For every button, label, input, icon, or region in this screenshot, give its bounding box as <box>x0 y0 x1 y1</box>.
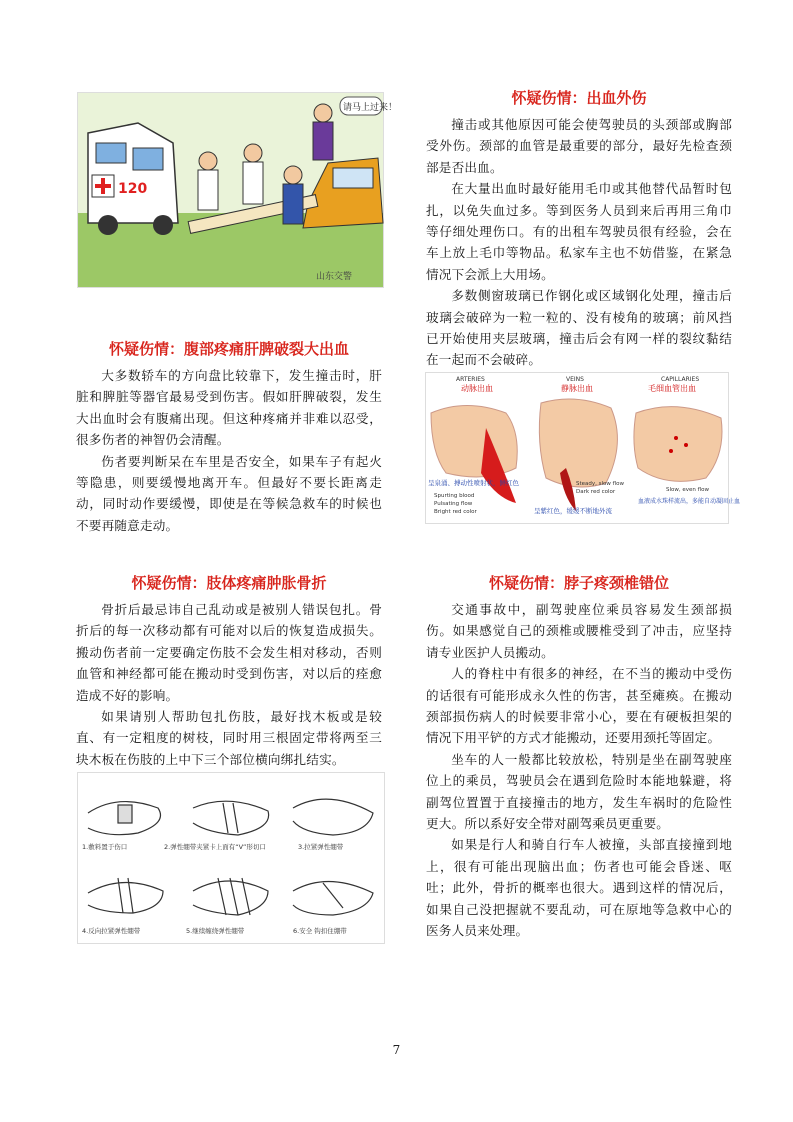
step-caption: 3.拉紧弹性绷带 <box>298 843 344 851</box>
paragraph: 交通事故中，副驾驶座位乘员容易发生颈部损伤。如果感觉自己的颈椎或腰椎受到了冲击，应坚持请专业医护人员搬动。 <box>426 602 732 660</box>
paragraph: 人的脊柱中有很多的神经，在不当的搬动中受伤的话很有可能形成永久性的伤害，甚至瘫痪。在搬动颈部损伤病人的时候要非常小心，要在有硬板担架的情况下用平铲的方式才能搬动，还要用颈托等固定。 <box>426 666 732 746</box>
section-title: 怀疑伤情：腹部疼痛肝脾破裂大出血 <box>108 340 349 358</box>
capillaries-desc: 血液成水珠样流出，多能自动凝固止血 <box>638 498 741 505</box>
watermark-text: 山东交警 <box>316 272 353 282</box>
section-neck <box>426 573 732 942</box>
paragraph: 大多数轿车的方向盘比较靠下，发生撞击时，肝脏和脾脏等器官最易受到伤害。假如肝脾破裂，发生大出血时会有腹痛出现。但这种疼痛并非难以忍受，很多伤者的神智仍会清醒。 <box>76 368 382 448</box>
step-caption: 6.安全 钩扣住绷带 <box>293 927 347 935</box>
step-caption: 4.反向拉紧弹性绷带 <box>82 927 141 935</box>
arteries-desc: 呈泉涌、搏动性喷射状，鲜红色 <box>428 479 519 487</box>
arteries-bullet: Spurting blood <box>434 493 475 499</box>
ambulance-illustration <box>77 92 398 288</box>
ambulance-scene-icon <box>78 93 398 287</box>
section-title: 怀疑伤情：肢体疼痛肿胀骨折 <box>131 574 327 592</box>
arteries-cn: 动脉出血 <box>461 384 493 393</box>
section-title: 怀疑伤情：出血外伤 <box>511 89 647 107</box>
arteries-bullet: Pulsating flow <box>434 501 473 507</box>
bandage-steps-icon <box>78 773 384 943</box>
capillaries-bullet: Slow, even flow <box>666 487 709 493</box>
veins-cn: 静脉出血 <box>561 384 593 393</box>
capillaries-label: CAPILLARIES <box>661 376 700 383</box>
paragraph: 伤者要判断呆在车里是否安全，如果车子有起火等隐患，则要缓慢地离开车。但最好不要长距离走动，同时动作要缓慢，即使是在等候急救车的时候也不要再随意走动。 <box>76 453 382 533</box>
plate-text: 120 <box>118 181 148 197</box>
paragraph: 如果请别人帮助包扎伤肢，最好找木板或是较直、有一定粗度的树枝，同时用三根固定带将两至三块木板在伤肢的上中下三个部位横向绑扎结实。 <box>76 709 382 767</box>
section-bleeding <box>426 88 732 371</box>
section-abdomen <box>76 339 382 536</box>
paragraph: 多数侧窗玻璃已作钢化或区域钢化处理，撞击后玻璃会破碎为一粒一粒的、没有棱角的玻璃；前风挡已开始使用夹层玻璃，撞击后会有网一样的裂纹黏结在一起而不会破碎。 <box>426 288 732 368</box>
arteries-bullet: Bright red color <box>434 509 477 515</box>
step-caption: 2.弹性绷带夹紧卡上面有“V”形切口 <box>164 843 266 851</box>
step-caption: 5.继续缠绕弹性绷带 <box>186 927 245 935</box>
bleeding-types-icon <box>426 373 741 523</box>
paragraph: 撞击或其他原因可能会使驾驶员的头颈部或胸部受外伤。颈部的血管是最重要的部分，最好先检查颈部是否出血。 <box>426 117 732 175</box>
veins-bullet: Steady, slow flow <box>576 481 624 487</box>
veins-label: VEINS <box>566 376 584 383</box>
section-title: 怀疑伤情：脖子疼颈椎错位 <box>488 574 669 592</box>
veins-desc: 呈紫红色，缓缓不断地外流 <box>534 507 612 515</box>
bleeding-types-figure <box>425 372 741 524</box>
step-caption: 1.敷料置于伤口 <box>82 843 128 851</box>
paragraph: 在大量出血时最好能用毛巾或其他替代品暂时包扎，以免失血过多。等到医务人员到来后再用三角巾等仔细处理伤口。有的出租车驾驶员很有经验，会在车上放上毛巾等物品。私家车主也不妨借鉴，在紧急情况下会派上大用场。 <box>426 181 732 282</box>
bandage-steps-figure <box>77 772 385 944</box>
capillaries-cn: 毛细血管出血 <box>648 384 696 393</box>
page-number: 7 <box>392 1043 401 1057</box>
arteries-label: ARTERIES <box>456 376 485 383</box>
section-limb <box>76 573 382 770</box>
speech-bubble: 请马上过来！ <box>343 103 398 113</box>
paragraph: 骨折后最忌讳自己乱动或是被别人错误包扎。骨折后的每一次移动都有可能对以后的恢复造成损失。搬动伤者前一定要确定伤肢不会发生相对移动，否则血管和神经都可能在搬动时受到伤害，对以后的痊愈造成不好的影响。 <box>76 602 382 703</box>
paragraph: 如果是行人和骑自行车人被撞，头部直接撞到地上，很有可能出现脑出血；伤者也可能会昏迷、呕吐；此外，骨折的概率也很大。遇到这样的情况后，如果自己没把握就不要乱动，可在原地等急救中心的医务人员来处理。 <box>426 837 732 939</box>
veins-bullet: Dark red color <box>576 489 616 495</box>
paragraph: 坐车的人一般都比较放松，特别是坐在副驾驶座位上的乘员，驾驶员会在遇到危险时本能地躲避，将副驾位置置于直接撞击的地方，发生车祸时的危险性更大。所以系好安全带对副驾乘员更重要。 <box>426 751 732 832</box>
